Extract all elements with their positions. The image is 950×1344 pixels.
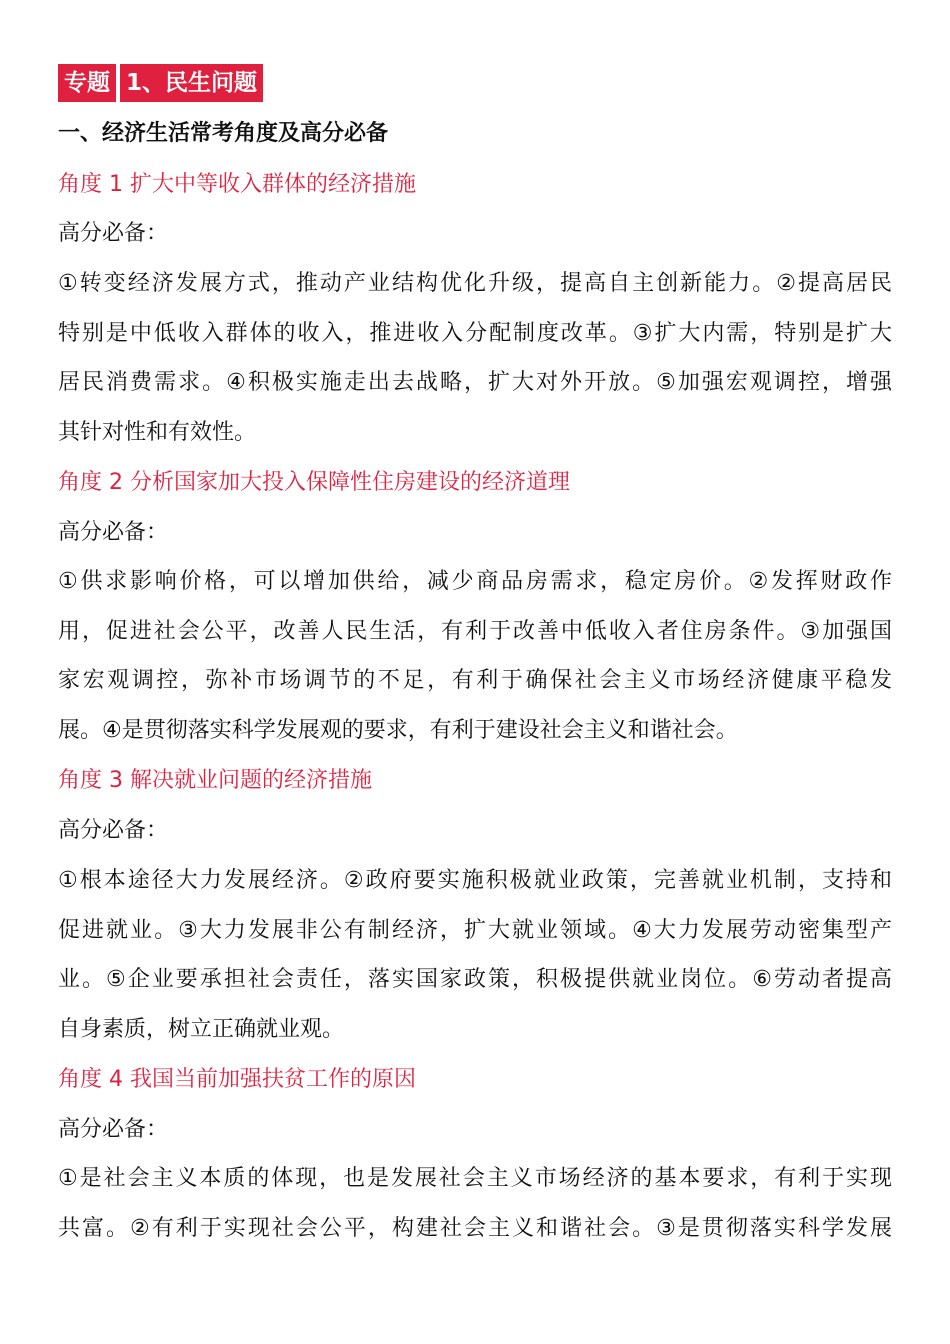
- body-line: 特别是中低收入群体的收入，推进收入分配制度改革。③扩大内需，特别是扩大: [58, 320, 892, 346]
- body-line: ①根本途径大力发展经济。②政府要实施积极就业政策，完善就业机制，支持和: [58, 868, 892, 893]
- angle-1-title: 角度 1 扩大中等收入群体的经济措施: [58, 172, 416, 197]
- body-line: 其针对性和有效性。: [58, 419, 257, 445]
- body-line: ①转变经济发展方式，推动产业结构优化升级，提高自主创新能力。②提高居民: [58, 271, 892, 296]
- topic-banner: [58, 64, 263, 102]
- topic-title: 1、民生问题: [120, 64, 263, 102]
- body-line: 自身素质，树立正确就业观。: [58, 1016, 345, 1042]
- angle-3-label: 高分必备：: [58, 818, 169, 843]
- body-line: 业。⑤企业要承担社会责任，落实国家政策，积极提供就业岗位。⑥劳动者提高: [58, 967, 892, 993]
- body-line: 共富。②有利于实现社会公平，构建社会主义和谐社会。③是贯彻落实科学发展: [58, 1215, 892, 1241]
- section-heading: 一、经济生活常考角度及高分必备: [58, 121, 389, 146]
- body-line: ①是社会主义本质的体现，也是发展社会主义市场经济的基本要求，有利于实现: [58, 1166, 892, 1191]
- angle-1-label: 高分必备：: [58, 221, 169, 246]
- body-line: 展。④是贯彻落实科学发展观的要求，有利于建设社会主义和谐社会。: [58, 717, 738, 743]
- body-line: 用，促进社会公平，改善人民生活，有利于改善中低收入者住房条件。③加强国: [58, 618, 892, 644]
- angle-4-title: 角度 4 我国当前加强扶贫工作的原因: [58, 1067, 416, 1092]
- topic-prefix: 专题: [58, 64, 116, 102]
- body-line: ①供求影响价格，可以增加供给，减少商品房需求，稳定房价。②发挥财政作: [58, 569, 892, 594]
- angle-4-body: [58, 1154, 892, 1253]
- body-line: 促进就业。③大力发展非公有制经济，扩大就业领域。④大力发展劳动密集型产: [58, 917, 892, 943]
- angle-2-body: [58, 557, 892, 755]
- angle-3-title: 角度 3 解决就业问题的经济措施: [58, 768, 372, 793]
- angle-3-body: [58, 856, 892, 1054]
- angle-2-label: 高分必备：: [58, 520, 169, 545]
- angle-1-body: [58, 259, 892, 457]
- angle-2-title: 角度 2 分析国家加大投入保障性住房建设的经济道理: [58, 470, 570, 495]
- body-line: 家宏观调控，弥补市场调节的不足，有利于确保社会主义市场经济健康平稳发: [58, 668, 892, 694]
- angle-4-label: 高分必备：: [58, 1117, 169, 1142]
- body-line: 居民消费需求。④积极实施走出去战略，扩大对外开放。⑤加强宏观调控，增强: [58, 370, 892, 396]
